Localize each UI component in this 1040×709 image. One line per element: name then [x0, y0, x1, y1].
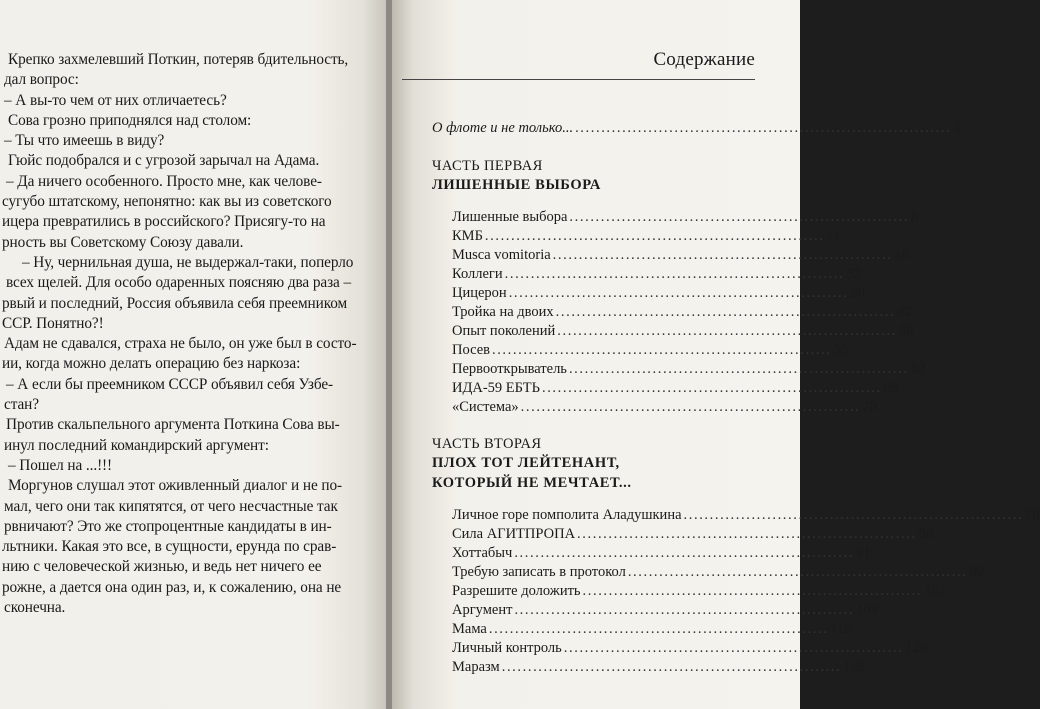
toc-leader-dots: ................................................................. [577, 526, 917, 542]
toc-leader-dots: ................................................................. [508, 285, 849, 301]
part-one-label: ЧАСТЬ ПЕРВАЯ [432, 158, 543, 174]
toc-leader-dots: ................................................................. [555, 304, 896, 320]
toc-leader-dots: ................................................................. [563, 640, 904, 656]
text-line: льтники. Какая это все, в сущности, ерунда по срав- [2, 538, 337, 556]
toc-entry: Лишенные выбора ................................................................. 8 [452, 209, 919, 225]
toc-entry: Хоттабыч ................................................................. 91 [452, 545, 871, 561]
part-two-title-line-2: КОТОРЫЙ НЕ МЕЧТАЕТ... [432, 475, 632, 491]
text-line: стан? [4, 396, 39, 414]
toc-leader-dots: ................................................................. [514, 545, 854, 561]
part-two-label: ЧАСТЬ ВТОРАЯ [432, 436, 542, 452]
text-line: – Ну, чернильная душа, не выдержал-таки, поперло [22, 253, 354, 271]
toc-entry: Опыт поколений ................................................................. 50 [452, 323, 914, 339]
toc-leader-dots: ................................................................. [541, 380, 882, 396]
toc-leader-dots: ................................................................. [514, 602, 855, 618]
text-line: рность вы Советскому Союзу давали. [2, 233, 244, 251]
toc-entry: Личное горе помполита Аладушкина ................................................................. 76 [452, 507, 1040, 523]
toc-entry: Сила АГИТПРОПА ................................................................. 86 [452, 526, 934, 542]
toc-leader-dots: ................................................................. [552, 247, 893, 263]
text-line: – А вы-то чем от них отличаетесь? [4, 91, 227, 109]
toc-leader-dots: ................................................................. [484, 228, 825, 244]
toc-entry: Первооткрыватель ................................................................. 62 [452, 361, 926, 377]
toc-entry: ИДА-59 ЕБТЬ ................................................................. 66 [452, 380, 899, 396]
toc-leader-dots: ................................................................. [683, 507, 1024, 523]
toc-leader-dots: ................................................................. [568, 361, 909, 377]
toc-entry: Аргумент ................................................................. 109 [452, 602, 878, 618]
toc-entry-intro [432, 118, 961, 138]
text-line: всех щелей. Для особо одаренных поясняю два раза – [6, 274, 351, 292]
toc-entry: Коллеги ................................................................. 32 [452, 266, 861, 282]
toc-leader-dots: ................................................................. [569, 209, 910, 225]
text-line: ССР. Понятно?! [2, 314, 104, 332]
toc-entry: Личный контроль ................................................................. 120 [452, 640, 928, 656]
left-page [0, 0, 386, 709]
text-line: Моргунов слушал этот оживленный диалог и не по- [8, 477, 342, 495]
toc-entry: Разрешите доложить ................................................................. 102 [452, 583, 946, 599]
toc-entry: Musca vomitoria ................................................................. 16 [452, 247, 909, 263]
text-line: сконечна. [4, 599, 66, 617]
text-line: мал, чего они так кипятятся, от чего несчастные так [4, 497, 338, 515]
toc-entry: Требую записать в протокол ................................................................. 99 [452, 564, 984, 580]
toc-leader-dots: ................................................................. [627, 564, 968, 580]
running-head: Содержание [653, 49, 755, 70]
text-line: дал вопрос: [4, 71, 79, 89]
toc-entry: Цицерон ................................................................. 36 [452, 285, 865, 301]
toc-leader-dots: ................................................................. [491, 342, 832, 358]
text-line: рвничают? Это же стопроцентные кандидаты в ин- [4, 517, 332, 535]
part-one-title: ЛИШЕННЫЕ ВЫБОРА [432, 177, 601, 193]
text-line: Крепко захмелевший Поткин, потеряв бдительность, [8, 51, 349, 68]
toc-entry: Тройка на двоих ................................................................. 42 [452, 304, 912, 320]
toc-leader-dots: ................................................................. [557, 323, 897, 339]
toc-entry: Мама ................................................................. 115 [452, 621, 852, 637]
toc-entry: Посев ................................................................. 55 [452, 342, 849, 358]
part-two-title-line-1: ПЛОХ ТОТ ЛЕЙТЕНАНТ, [432, 455, 620, 471]
text-line: нию с человеческой жизнью, и ведь нет ничего ее [2, 558, 322, 576]
text-line: – Пошел на ...!!! [8, 456, 113, 474]
toc-entry: КМБ ................................................................. 11 [452, 228, 841, 244]
toc-entry-title: О флоте и не только... [432, 120, 574, 136]
toc-leader-dots: ................................................................. [488, 621, 829, 637]
text-line: рожне, а дается она один раз, и, к сожалению, она не [2, 578, 342, 596]
text-line: – Да ничего особенного. Просто мне, как челове- [6, 172, 322, 190]
toc-leader-dots: ................................................................. [504, 266, 845, 282]
text-line: Сова грозно приподнялся над столом: [8, 111, 252, 129]
toc-entry-page: 3 [953, 120, 961, 136]
toc-entry: Маразм ................................................................. 126 [452, 659, 866, 675]
toc-leader-dots: ........................................................................ [575, 120, 952, 136]
toc-leader-dots: ................................................................. [501, 659, 842, 675]
text-line: рвый и последний, Россия объявила себя преемником [2, 294, 348, 312]
text-line: инул последний командирский аргумент: [4, 436, 269, 454]
toc-leader-dots: ................................................................. [520, 399, 861, 415]
text-line: – Ты что имеешь в виду? [4, 132, 165, 150]
text-line: – А если бы преемником СССР объявил себя Узбе- [6, 375, 334, 393]
left-page-text [0, 50, 356, 618]
toc-leader-dots: ................................................................. [582, 583, 923, 599]
text-line: Гюйс подобрался и с угрозой зарычал на Адама. [8, 152, 320, 170]
text-line: ицера превратились в российского? Присягу-то на [2, 213, 326, 231]
text-line: Адам не сдавался, страха не было, он уже был в состо- [4, 335, 357, 353]
right-page [392, 0, 1040, 709]
toc-entry: «Система» ................................................................. 70 [452, 399, 877, 415]
text-line: сугубо штатскому, непонятно: как вы из советского [2, 193, 332, 211]
header-rule [402, 79, 755, 80]
text-line: ии, когда можно делать операцию без наркоза: [2, 355, 301, 373]
text-line: Против скальпельного аргумента Поткина Сова вы- [6, 416, 340, 434]
